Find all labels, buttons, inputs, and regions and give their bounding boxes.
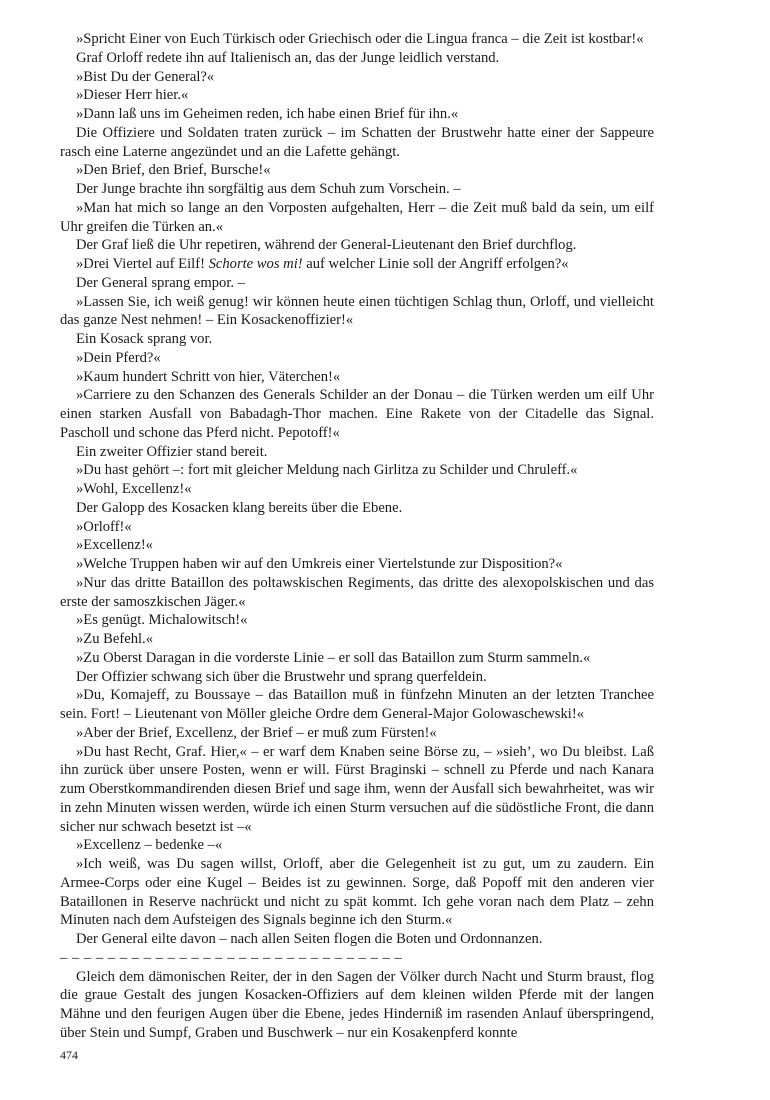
page-number: 474 bbox=[60, 1048, 78, 1062]
paragraph: Ein zweiter Offizier stand bereit. bbox=[76, 443, 268, 460]
paragraph: Der Offizier schwang sich über die Brustwehr und sprang querfeldein. bbox=[76, 668, 487, 685]
paragraph: »Orloff!« bbox=[76, 518, 132, 535]
paragraph: »Man hat mich so lange an den Vorposten aufgehalten, Herr – die Zeit muß bald da sein, um eilf Uhr greifen die Türken an.« bbox=[60, 199, 654, 235]
paragraph: »Aber der Brief, Excellenz, der Brief – er muß zum Fürsten!« bbox=[76, 724, 437, 741]
paragraph: Der Graf ließ die Uhr repetiren, während der General-Lieutenant den Brief durchflog. bbox=[76, 237, 577, 254]
paragraph: »Du hast gehört –: fort mit gleicher Meldung nach Girlitza zu Schilder und Chruleff.« bbox=[76, 462, 578, 479]
paragraph: Der General eilte davon – nach allen Seiten flogen die Boten und Ordonnanzen. bbox=[76, 931, 543, 947]
paragraph: »Ich weiß, was Du sagen willst, Orloff, aber die Gelegenheit ist zu gut, um zu zaudern. Ein Armee-Corps oder eine Kugel – Beides ist zu gewinnen. Sorge, daß Popoff mit den anderen vier Bataillonen in Reserve nachrückt und nicht zu spät kommt. Ich gehe voran nach dem Platz – zehn Minuten nach dem Aufsteigen des Signals beginne ich den Sturm.« bbox=[60, 856, 654, 929]
italic-phrase: Schorte wos mi! bbox=[208, 256, 303, 272]
paragraph: Ein Kosack sprang vor. bbox=[76, 331, 213, 347]
paragraph: »Zu Befehl.« bbox=[76, 631, 154, 647]
paragraph: »Nur das dritte Bataillon des poltawskischen Regiments, das dritte des alexopolskischen und das erste der samoszkischen Jäger.« bbox=[60, 574, 654, 610]
paragraph: »Dann laß uns im Geheimen reden, ich habe einen Brief für ihn.« bbox=[76, 106, 459, 122]
paragraph: »Kaum hundert Schritt von hier, Väterchen!« bbox=[76, 368, 341, 385]
text-run: auf welcher Linie soll der Angriff erfolgen?« bbox=[302, 256, 569, 272]
paragraph: Der Galopp des Kosacken klang bereits über die Ebene. bbox=[76, 499, 403, 516]
paragraph: »Du, Komajeff, zu Boussaye – das Bataillon muß in fünfzehn Minuten an der letzten Tranchee sein. Fort! – Lieutenant von Möller gleiche Ordre dem General-Major Golowaschewski!« bbox=[60, 687, 654, 722]
paragraph-mixed bbox=[60, 255, 654, 274]
paragraph: »Lassen Sie, ich weiß genug! wir können heute einen tüchtigen Schlag thun, Orloff, und vielleicht das ganze Nest nehmen! – Ein Kosackenoffizier!« bbox=[60, 293, 654, 329]
paragraph: Der General sprang empor. – bbox=[76, 274, 245, 291]
paragraph: »Spricht Einer von Euch Türkisch oder Griechisch oder die Lingua franca – die Zeit ist kostbar!« bbox=[76, 31, 644, 47]
page-body bbox=[60, 30, 654, 1043]
paragraph: Gleich dem dämonischen Reiter, der in den Sagen der Völker durch Nacht und Sturm braust, flog die graue Gestalt des jungen Kosacken-Offiziers auf dem kleinen wilden Pferde mit der langen Mähne und den feurigen Augen über die Ebene, jedes Hinderniß im rasenden Anlauf überspringend, über Stein und Sumpf, Graben und Buschwerk – nur ein Kosakenpferd konnte bbox=[60, 968, 654, 1041]
paragraph: »Dein Pferd?« bbox=[76, 349, 161, 366]
paragraph: »Bist Du der General?« bbox=[76, 68, 215, 85]
paragraph: Die Offiziere und Soldaten traten zurück – im Schatten der Brustwehr hatte einer der Sappeure rasch eine Laterne angezündet und an die Lafette gehängt. bbox=[60, 124, 654, 160]
paragraph: Graf Orloff redete ihn auf Italienisch an, das der Junge leidlich verstand. bbox=[76, 49, 500, 66]
paragraph: »Carriere zu den Schanzen des Generals Schilder an der Donau – die Türken werden um eilf Uhr einen starken Ausfall von Babadagh-Thor machen. Eine Rakete von der Citadelle das Signal. Pascholl und schone das Pferd nicht. Pepotoff!« bbox=[60, 387, 654, 441]
paragraph: »Dieser Herr hier.« bbox=[76, 87, 189, 104]
paragraph: »Excellenz!« bbox=[76, 537, 153, 554]
paragraph: »Wohl, Excellenz!« bbox=[76, 481, 192, 497]
section-separator: – – – – – – – – – – – – – – – – – – – – – – – – – – – – – bbox=[60, 949, 403, 966]
paragraph: »Zu Oberst Daragan in die vorderste Linie – er soll das Bataillon zum Sturm sammeln.« bbox=[76, 649, 591, 666]
paragraph: Der Junge brachte ihn sorgfältig aus dem Schuh zum Vorschein. – bbox=[76, 181, 461, 197]
paragraph: »Den Brief, den Brief, Bursche!« bbox=[76, 162, 271, 179]
text-run: »Drei Viertel auf Eilf! bbox=[76, 256, 209, 272]
paragraph: »Es genügt. Michalowitsch!« bbox=[76, 612, 248, 629]
paragraph: »Welche Truppen haben wir auf den Umkreis einer Viertelstunde zur Disposition?« bbox=[76, 556, 563, 572]
paragraph: »Du hast Recht, Graf. Hier,« – er warf dem Knaben seine Börse zu, – »sieh’, wo Du bleibst. Laß ihn zurück über unsere Posten, wenn er will. Fürst Braginski – schnell zu Pferde und nach Kanara zum Oberstkommandirenden diesen Brief und sage ihm, wenn der Ausfall sich bewahrheitet, was wir in zehn Minuten wissen werden, würde ich einen Sturm versuchen auf die südöstliche Front, die dann sicher nur schwach besetzt ist –« bbox=[60, 743, 654, 835]
paragraph: »Excellenz – bedenke –« bbox=[76, 837, 223, 854]
